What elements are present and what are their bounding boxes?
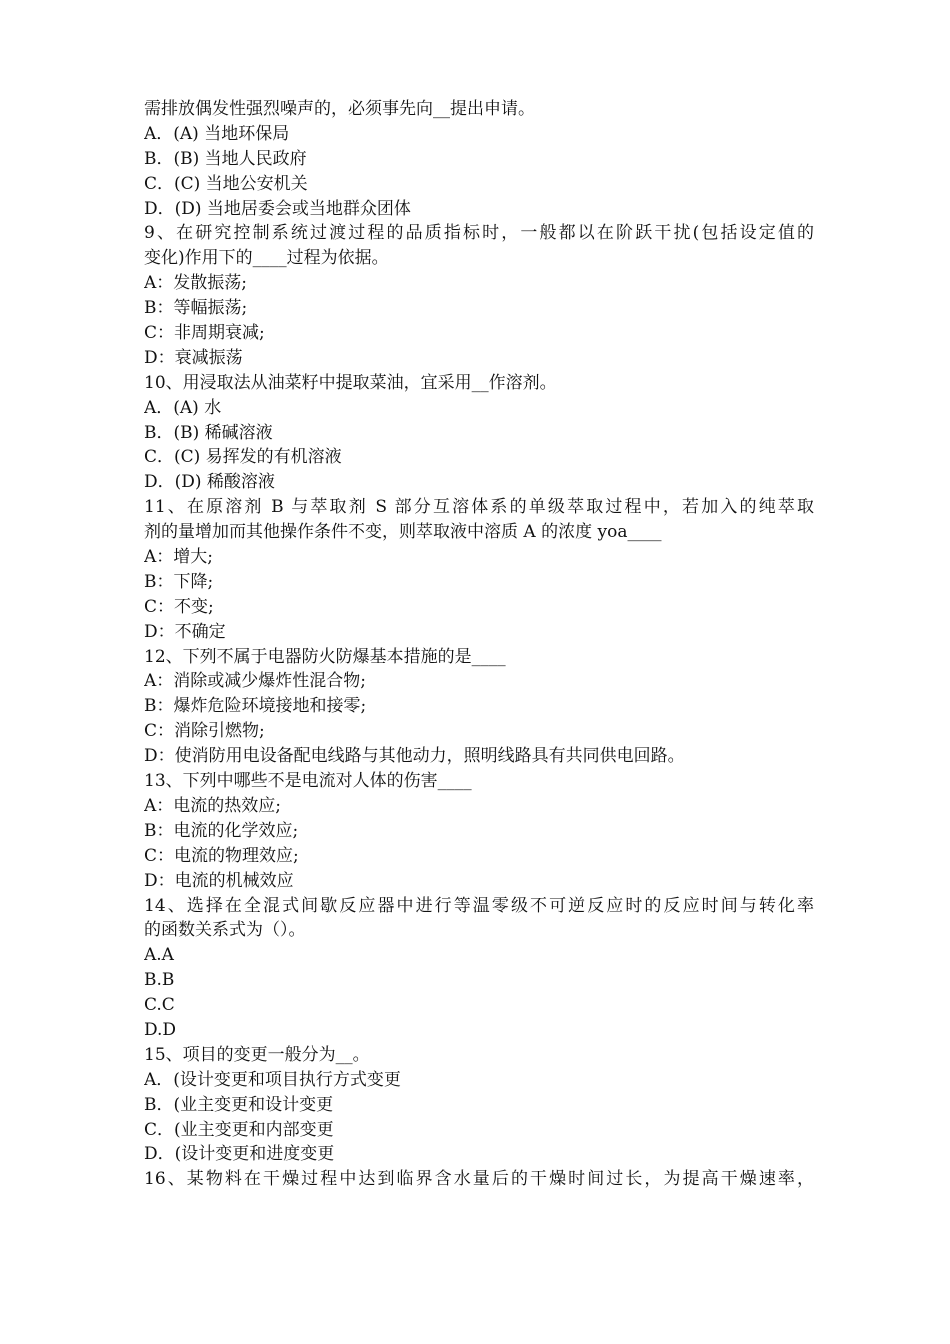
option-line: C．(C) 当地公安机关 [144,173,308,194]
text-line: 需排放偶发性强烈噪声的，必须事先向__提出申请。 [144,99,535,119]
option-line: A：电流的热效应; [144,795,282,816]
option-line: D：衰减振荡 [144,347,243,368]
option-line: A.A [144,945,174,966]
question-line: 11、在原溶剂 B 与萃取剂 S 部分互溶体系的单级萃取过程中，若加入的纯萃取 [144,497,814,518]
question-line: 12、下列不属于电器防火防爆基本措施的是____ [144,646,506,667]
option-line: B.B [144,970,175,991]
question-line: 10、用浸取法从油菜籽中提取菜油，宜采用__作溶剂。 [144,372,557,393]
option-line: D．(D) 稀酸溶液 [144,472,275,493]
option-line: D.D [144,1019,177,1040]
option-line: A：消除或减少爆炸性混合物; [144,671,367,692]
option-line: C．(C) 易挥发的有机溶液 [144,447,342,468]
option-line: C：非周期衰减; [144,323,265,344]
option-line: C：不变; [144,596,214,617]
option-line: A．(A) 当地环保局 [144,123,290,144]
option-line: A：增大; [144,547,214,568]
option-line: A：发散振荡; [144,273,248,294]
option-line: B．(B) 稀碱溶液 [144,422,273,443]
option-line: B：下降; [144,571,214,592]
question-line: 13、下列中哪些不是电流对人体的伤害____ [144,771,472,792]
option-line: D：电流的机械效应 [144,870,294,891]
option-line: B：等幅振荡; [144,298,248,319]
option-line: B：爆炸危险环境接地和接零; [144,696,367,717]
option-line: D．(设计变更和进度变更 [144,1144,335,1165]
option-line: A．(A) 水 [144,397,222,418]
question-line: 16、某物料在干燥过程中达到临界含水量后的干燥时间过长，为提高干燥速率， [144,1169,814,1190]
question-line: 14、选择在全混式间歇反应器中进行等温零级不可逆反应时的反应时间与转化率 [144,895,814,916]
option-line: D．(D) 当地居委会或当地群众团体 [144,198,411,219]
option-line: C：电流的物理效应; [144,845,299,866]
option-line: D：使消防用电设备配电线路与其他动力，照明线路具有共同供电回路。 [144,746,685,767]
option-line: C．(业主变更和内部变更 [144,1119,334,1140]
option-line: B：电流的化学效应; [144,820,299,841]
question-line: 15、项目的变更一般分为__。 [144,1044,370,1065]
document-text [144,97,814,1192]
question-line: 9、在研究控制系统过渡过程的品质指标时，一般都以在阶跃干扰(包括设定值的 [144,223,814,244]
question-line: 变化)作用下的____过程为依据。 [144,248,389,269]
option-line: B．(业主变更和设计变更 [144,1094,334,1115]
option-line: A．(设计变更和项目执行方式变更 [144,1069,401,1090]
question-line: 剂的量增加而其他操作条件不变，则萃取液中溶质 A 的浓度 yoa____ [144,522,662,543]
question-line: 的函数关系式为（）。 [144,920,306,941]
option-line: C.C [144,995,175,1016]
option-line: D：不确定 [144,621,226,642]
option-line: C：消除引燃物; [144,721,265,742]
option-line: B．(B) 当地人民政府 [144,148,307,169]
